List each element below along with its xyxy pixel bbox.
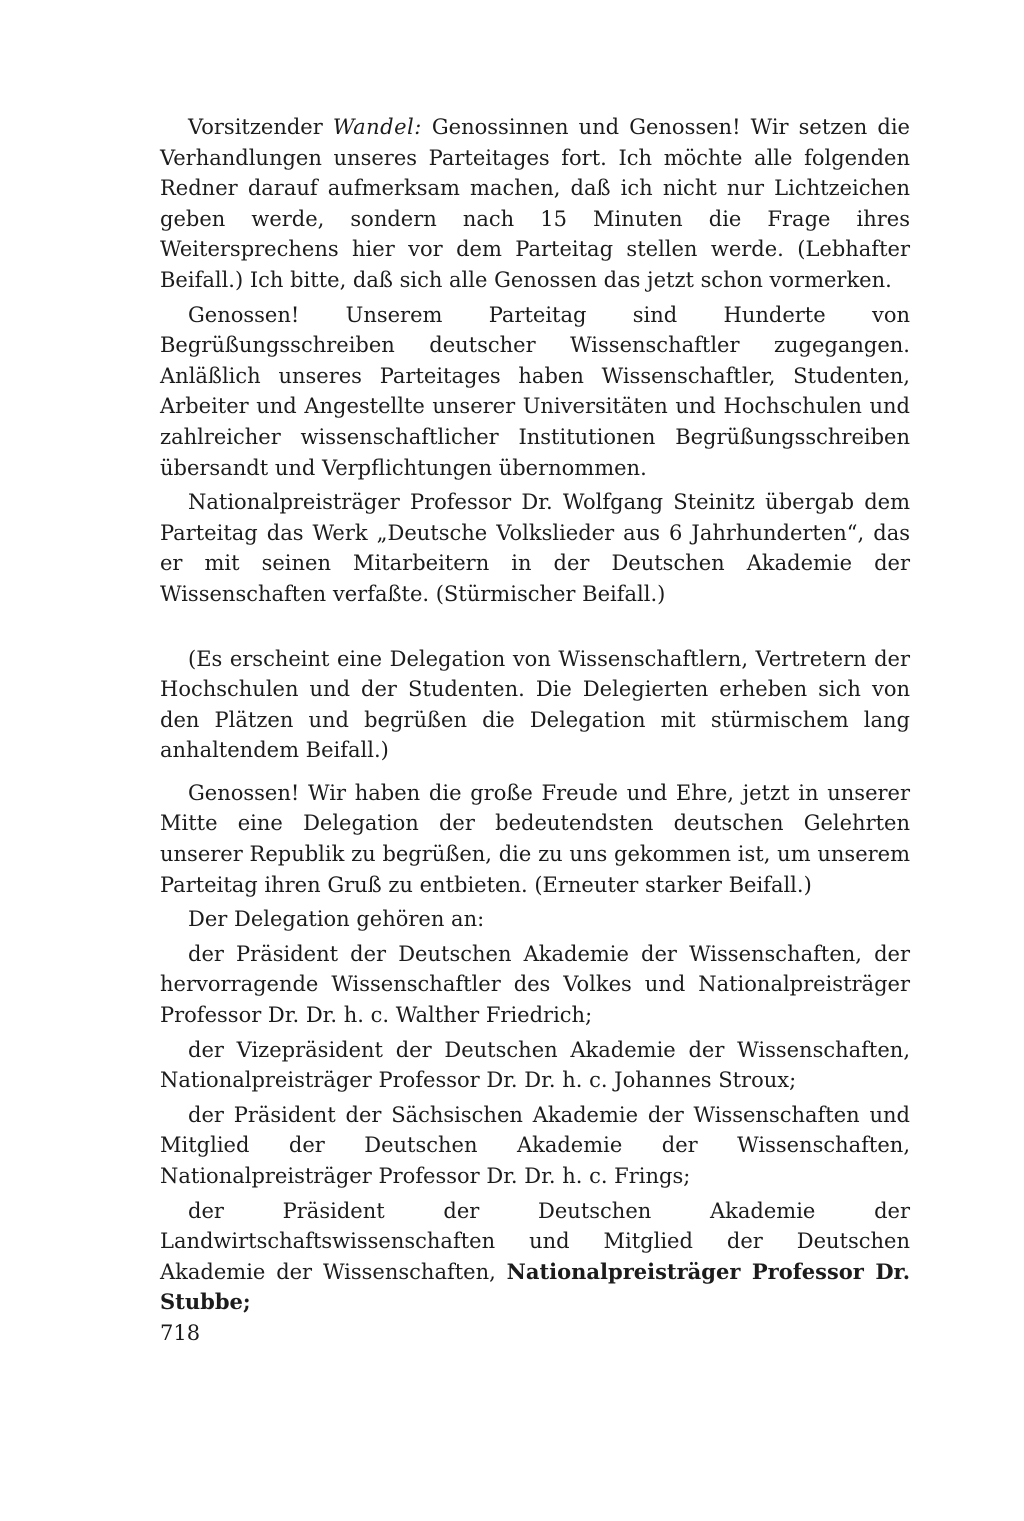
paragraph-delegation-members-intro: Der Delegation gehören an: <box>188 907 485 932</box>
paragraph-delegation-welcome: Genossen! Wir haben die große Freude und Ehre, jetzt in unserer Mitte eine Delegation der bedeutendsten deutschen Gelehrten unserer Republik zu begrüßen, die zu uns gekommen ist, um unserem Parteitag ihren Gruß zu entbieten. (Erneuter starker Beifall.) <box>160 780 910 897</box>
list-item-member: der Präsident der Sächsischen Akademie der Wissenschaften und Mitglied der Deutschen Akademie der Wissenschaften, Nationalpreisträger Professor Dr. Dr. h. c. Frings; <box>160 1102 910 1188</box>
paragraph-text-bold: Nationalpreisträger Professor Dr. Stubbe; <box>160 1258 911 1315</box>
paragraph-opening-remarks <box>160 112 910 296</box>
list-item-member <box>160 1196 910 1318</box>
paragraph-stage-direction: (Es erscheint eine Delegation von Wissenschaftlern, Vertretern der Hochschulen und der Studenten. Die Delegierten erheben sich von den Plätzen und begrüßen die Delegation mit stürmischem lang anhaltendem Beifall.) <box>160 646 910 763</box>
list-item-member: der Präsident der Deutschen Akademie der Wissenschaften, der hervorragende Wissenschaftler des Volkes und Nationalpreisträger Professor Dr. Dr. h. c. Walther Friedrich; <box>160 941 910 1028</box>
paragraph-text: der Präsident der Deutschen Akademie der Landwirtschaftswissenschaften und Mitglied der Deutschen Akademie der Wissenschaften, <box>160 1198 910 1284</box>
list-item-member: der Vizepräsident der Deutschen Akademie der Wissenschaften, Nationalpreisträger Professor Dr. Dr. h. c. Johannes Stroux; <box>160 1037 910 1093</box>
page-number: 718 <box>160 1321 201 1345</box>
paragraph-text: Genossinnen und Genossen! Wir setzen die Verhandlungen unseres Parteitages fort. Ich möchte alle folgenden Redner darauf aufmerksam machen, daß ich nicht nur Lichtzeichen geben werde, sondern nach 15 Minuten die Frage ihres Weitersprechens hier vor dem Parteitag stellen werde. (Lebhafter Beifall.) Ich bitte, daß sich alle Genossen das jetzt schon vormerken. <box>160 115 910 292</box>
paragraph-greetings: Genossen! Unserem Parteitag sind Hunderte von Begrüßungsschreiben deutscher Wissenschaftler zugegangen. Anläßlich unseres Parteitages haben Wissenschaftler, Studenten, Arbeiter und Angestellte unserer Universitäten und Hochschulen und zahlreicher wissenschaftlicher Institutionen Begrüßungsschreiben übersandt und Verpflichtungen übernommen. <box>160 302 910 480</box>
speaker-intro: Vorsitzender <box>188 115 333 139</box>
page-body <box>160 108 910 1318</box>
paragraph-steinitz: Nationalpreisträger Professor Dr. Wolfgang Steinitz übergab dem Parteitag das Werk „Deutsche Volkslieder aus 6 Jahrhunderten“, das er mit seinen Mitarbeitern in der Deutschen Akademie der Wissenschaften verfaßte. (Stürmischer Beifall.) <box>160 490 910 606</box>
speaker-name: Wandel: <box>332 115 422 139</box>
